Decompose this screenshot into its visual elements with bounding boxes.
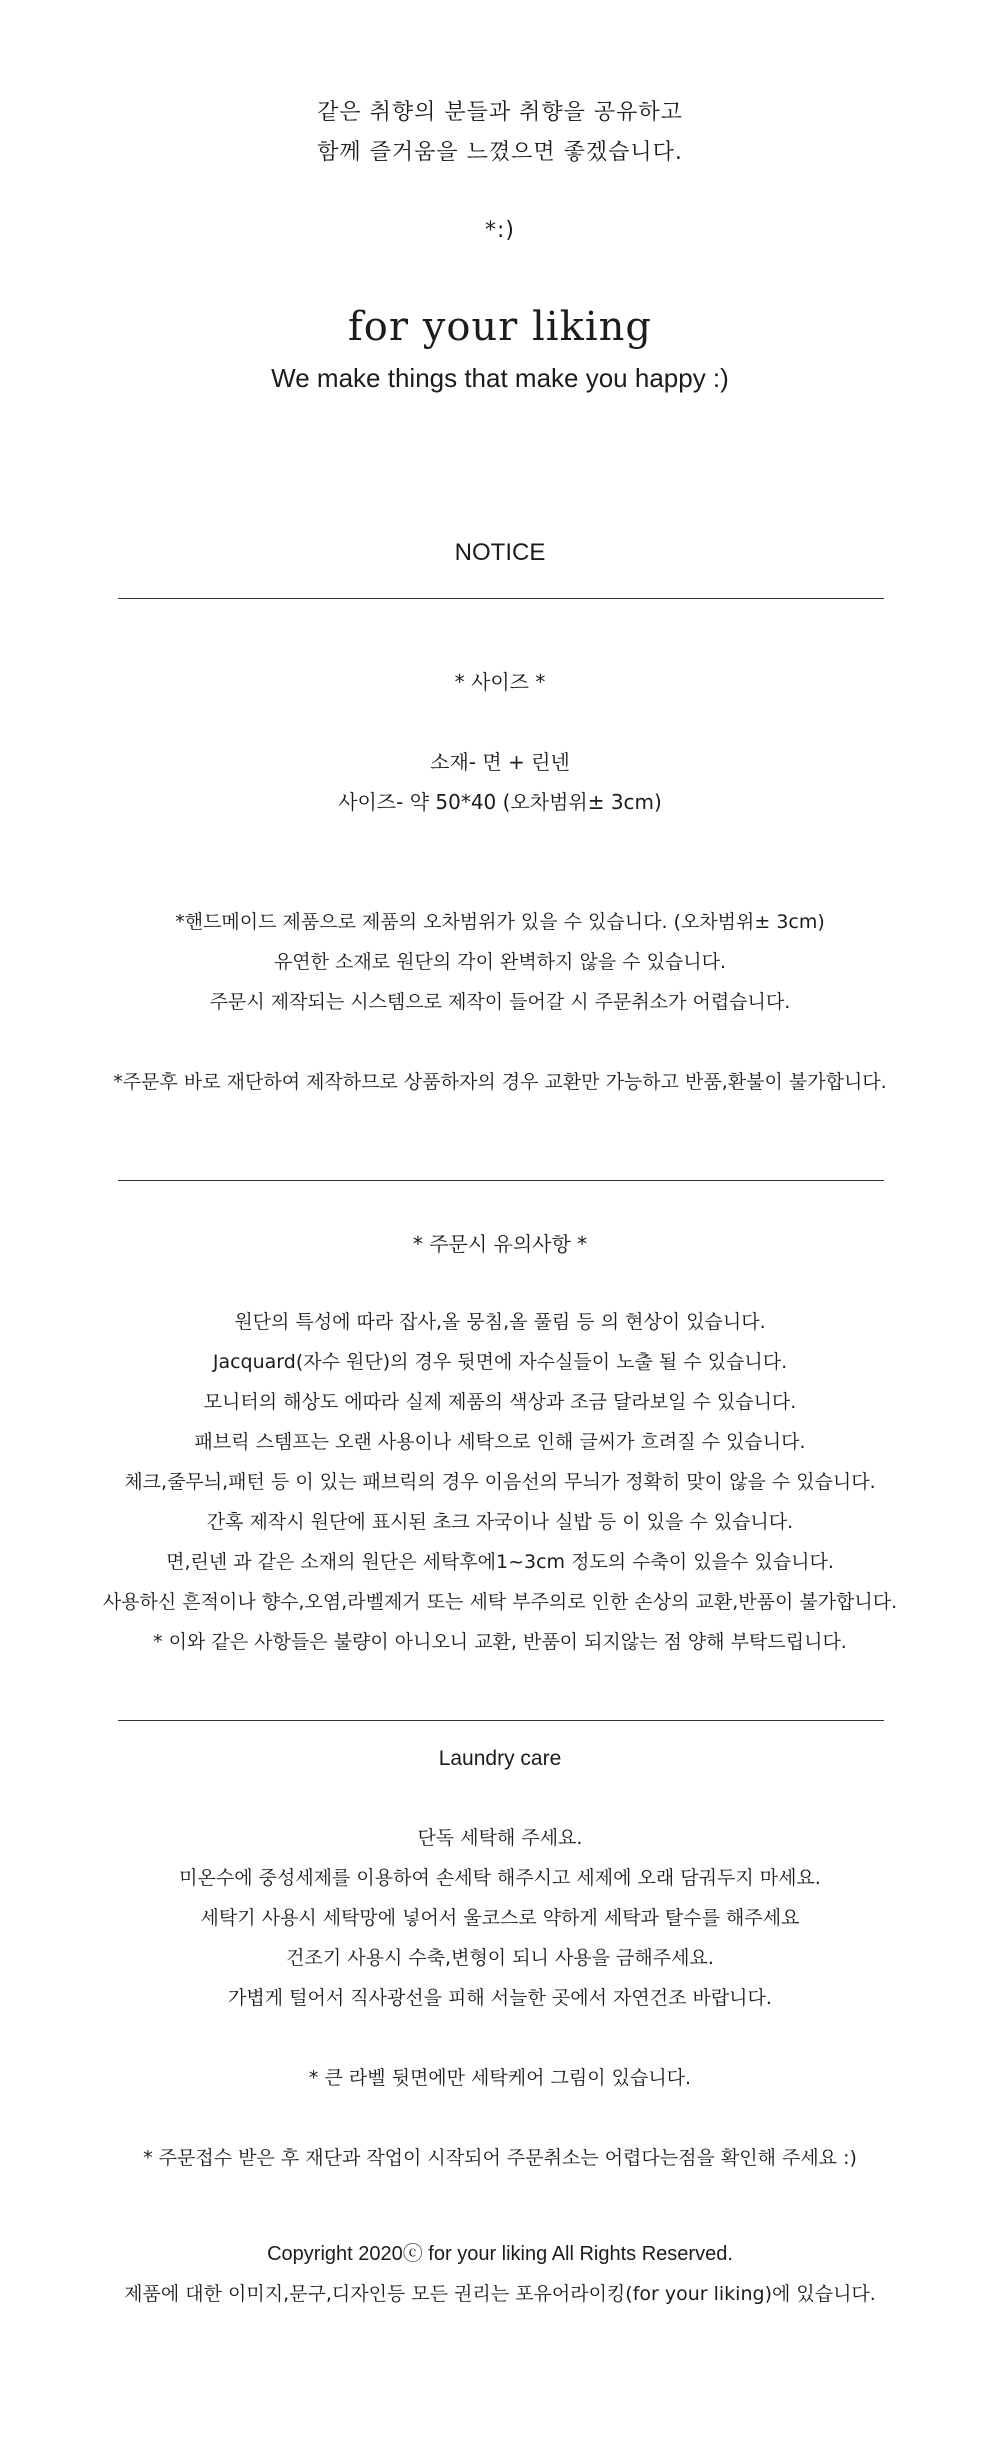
intro-smile: *:) — [485, 218, 515, 243]
notice-note: 주문시 제작되는 시스템으로 제작이 들어갈 시 주문취소가 어렵습니다. — [209, 991, 791, 1013]
caution-item: 원단의 특성에 따라 잡사,올 뭉침,올 풀림 등 의 현상이 있습니다. — [234, 1311, 766, 1333]
label-note: * 큰 라벨 뒷면에만 세탁케어 그림이 있습니다. — [308, 2067, 692, 2089]
caution-item: 패브릭 스템프는 오랜 사용이나 세탁으로 인해 글씨가 흐려질 수 있습니다. — [194, 1431, 806, 1453]
footer-rights: 제품에 대한 이미지,문구,디자인등 모든 권리는 포유어라이킹(for your liking)에 있습니다. — [124, 2283, 876, 2305]
divider-notice — [118, 598, 884, 599]
intro-line-1: 같은 취향의 분들과 취향을 공유하고 — [317, 100, 683, 125]
laundry-item: 가볍게 털어서 직사광선을 피해 서늘한 곳에서 자연건조 바랍니다. — [228, 1987, 772, 2009]
caution-heading: * 주문시 유의사항 * — [412, 1232, 588, 1256]
caution-item: 모니터의 해상도 에따라 실제 제품의 색상과 조금 달라보일 수 있습니다. — [203, 1391, 797, 1413]
notice-note: 유연한 소재로 원단의 각이 완벽하지 않을 수 있습니다. — [273, 951, 727, 973]
laundry-item: 미온수에 중성세제를 이용하여 손세탁 해주시고 세제에 오래 담궈두지 마세요. — [179, 1867, 821, 1889]
intro-line-2: 함께 즐거움을 느꼈으면 좋겠습니다. — [317, 140, 683, 165]
caution-item: 사용하신 흔적이나 향수,오염,라벨제거 또는 세탁 부주의로 인한 손상의 교환,반품이 불가합니다. — [102, 1591, 898, 1613]
size-heading: * 사이즈 * — [454, 670, 546, 694]
caution-item: Jacquard(자수 원단)의 경우 뒷면에 자수실들이 노출 될 수 있습니다. — [212, 1351, 788, 1373]
divider-caution — [118, 1180, 884, 1181]
notice-note: *핸드메이드 제품으로 제품의 오차범위가 있을 수 있습니다. (오차범위± 3cm) — [175, 911, 825, 933]
caution-item: 간혹 제작시 원단에 표시된 초크 자국이나 실밥 등 이 있을 수 있습니다. — [206, 1511, 794, 1533]
notice-title: NOTICE — [454, 539, 546, 566]
footer-copyright: Copyright 2020ⓒ for your liking All Rights Reserved. — [267, 2243, 733, 2265]
laundry-heading: Laundry care — [438, 1747, 562, 1770]
laundry-item: 건조기 사용시 수축,변형이 되니 사용을 금해주세요. — [286, 1947, 714, 1969]
notice-note: *주문후 바로 재단하여 제작하므로 상품하자의 경우 교환만 가능하고 반품,환불이 불가합니다. — [113, 1071, 887, 1093]
laundry-item: 단독 세탁해 주세요. — [417, 1827, 583, 1849]
laundry-item: 세탁기 사용시 세탁망에 넣어서 울코스로 약하게 세탁과 탈수를 해주세요 — [200, 1907, 800, 1929]
caution-item: 체크,줄무늬,패턴 등 이 있는 패브릭의 경우 이음선의 무늬가 정확히 맞이 않을 수 있습니다. — [124, 1471, 876, 1493]
size-spec: 사이즈- 약 50*40 (오차범위± 3cm) — [338, 790, 662, 814]
caution-item: 면,린넨 과 같은 소재의 원단은 세탁후에1~3cm 정도의 수축이 있을수 있습니다. — [166, 1551, 834, 1573]
material-spec: 소재- 면 + 린넨 — [430, 750, 570, 774]
brand-name: for your liking — [348, 304, 652, 350]
brand-tagline: We make things that make you happy :) — [271, 363, 729, 393]
divider-laundry — [118, 1720, 884, 1721]
order-note: * 주문접수 받은 후 재단과 작업이 시작되어 주문취소는 어렵다는점을 확인해 주세요 :) — [143, 2147, 857, 2169]
caution-item: * 이와 같은 사항들은 불량이 아니오니 교환, 반품이 되지않는 점 양해 부탁드립니다. — [153, 1631, 847, 1653]
